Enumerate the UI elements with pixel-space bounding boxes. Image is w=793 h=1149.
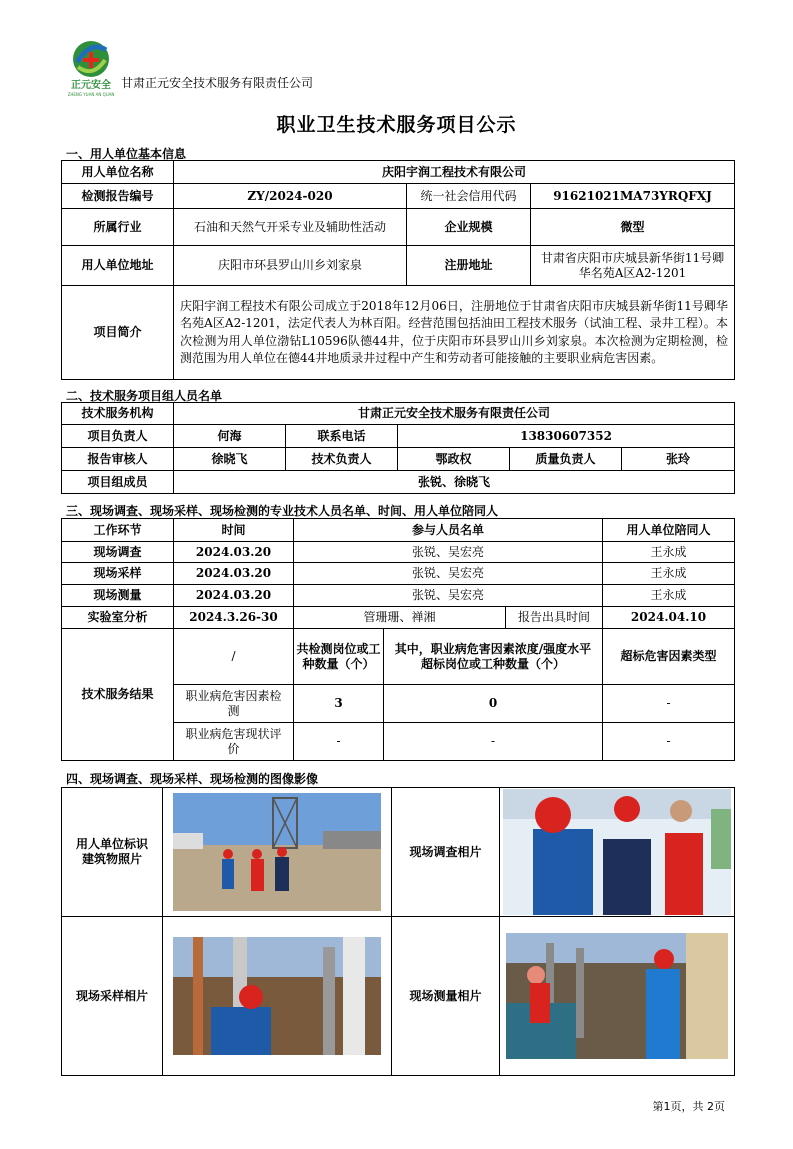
people: 张锐、吴宏亮	[294, 542, 603, 563]
col-header-time: 时间	[174, 519, 294, 542]
label-unit-address: 用人单位地址	[62, 246, 174, 286]
section-1-heading: 一、用人单位基本信息	[66, 147, 187, 161]
escort: 王永成	[603, 542, 735, 563]
lab-time: 2024.3.26-30	[174, 607, 294, 629]
label-org: 技术服务机构	[62, 403, 174, 425]
value-report-no: ZY/2024-020	[174, 184, 407, 209]
section-4-heading: 四、现场调查、现场采样、现场检测的图像影像	[66, 772, 319, 786]
measure-photo	[500, 917, 735, 1076]
value-leader: 何海	[174, 425, 286, 448]
results-label: 技术服务结果	[62, 629, 174, 761]
results-row2-total: -	[294, 723, 384, 761]
col-header-stage: 工作环节	[62, 519, 174, 542]
label-members: 项目组成员	[62, 471, 174, 494]
value-reg-address: 甘肃省庆阳市庆城县新华街11号卿华名苑A区A2-1201	[531, 246, 735, 286]
value-industry: 石油和天然气开采专业及辅助性活动	[174, 209, 407, 246]
label-industry: 所属行业	[62, 209, 174, 246]
label-reviewer: 报告审核人	[62, 448, 174, 471]
building-photo-image	[173, 793, 381, 911]
building-photo	[163, 788, 392, 917]
label-phone: 联系电话	[286, 425, 398, 448]
value-intro: 庆阳宇润工程技术有限公司成立于2018年12月06日，注册地位于甘肃省庆阳市庆城县新华街11号卿华名苑A区A2-1201，法定代表人为林百阳。经营范围包括油田工程技术服务（试油工程、录井工程）。本次检测为用人单位渤钻L10596队德44井，位于庆阳市环县罗山川乡刘家泉。本次检测为定期检测，检测范围为用人单位在德44井地质录井过程中产生和劳动者可能接触的主要职业病危害因素。	[174, 286, 735, 380]
results-row1-label: 职业病危害因素检测	[174, 685, 294, 723]
results-row2-label: 职业病危害现状评价	[174, 723, 294, 761]
header-total: 共检测岗位或工种数量（个）	[294, 629, 384, 685]
label-measure-photo: 现场测量相片	[392, 917, 500, 1076]
table-row	[62, 542, 735, 563]
survey-photo	[500, 788, 735, 917]
escort: 王永成	[603, 563, 735, 585]
label-leader: 项目负责人	[62, 425, 174, 448]
label-survey-photo: 现场调查相片	[392, 788, 500, 917]
value-org: 甘肃正元安全技术服务有限责任公司	[174, 403, 735, 425]
sampling-photo-image	[173, 937, 381, 1055]
survey-photo-image	[503, 789, 731, 915]
time: 2024.03.20	[174, 585, 294, 607]
people: 张锐、吴宏亮	[294, 563, 603, 585]
label-scale: 企业规模	[407, 209, 531, 246]
table-row	[62, 585, 735, 607]
label-intro: 项目简介	[62, 286, 174, 380]
time: 2024.03.20	[174, 563, 294, 585]
time: 2024.03.20	[174, 542, 294, 563]
col-header-escort: 用人单位陪同人	[603, 519, 735, 542]
escort: 王永成	[603, 585, 735, 607]
report-time-label: 报告出具时间	[506, 607, 603, 629]
svg-text:正元安全: 正元安全	[71, 80, 111, 91]
fieldwork-table	[61, 518, 735, 761]
header-type: 超标危害因素类型	[603, 629, 735, 685]
results-slash: /	[174, 629, 294, 685]
label-tech-lead: 技术负责人	[286, 448, 398, 471]
results-row2-exceed: -	[384, 723, 603, 761]
value-reviewer: 徐晓飞	[174, 448, 286, 471]
results-row2-type: -	[603, 723, 735, 761]
label-unit-name: 用人单位名称	[62, 161, 174, 184]
svg-text:ZHENG YUAN AN QUAN: ZHENG YUAN AN QUAN	[68, 92, 114, 97]
results-row1-exceed: 0	[384, 685, 603, 723]
page-title: 职业卫生技术服务项目公示	[276, 114, 517, 136]
table-row	[62, 563, 735, 585]
stage: 现场调查	[62, 542, 174, 563]
page-number: 第1页，共 2页	[652, 1100, 725, 1113]
basic-info-table	[61, 160, 735, 380]
photos-table	[61, 787, 735, 1076]
stage: 现场测量	[62, 585, 174, 607]
results-row1-type: -	[603, 685, 735, 723]
value-members: 张锐、徐晓飞	[174, 471, 735, 494]
col-header-people: 参与人员名单	[294, 519, 603, 542]
measure-photo-image	[506, 933, 728, 1059]
lab-label: 实验室分析	[62, 607, 174, 629]
letterhead	[64, 38, 744, 97]
label-credit-code: 统一社会信用代码	[407, 184, 531, 209]
value-unit-address: 庆阳市环县罗山川乡刘家泉	[174, 246, 407, 286]
label-quality-lead: 质量负责人	[510, 448, 622, 471]
value-scale: 微型	[531, 209, 735, 246]
value-unit-name: 庆阳宇润工程技术有限公司	[174, 161, 735, 184]
label-report-no: 检测报告编号	[62, 184, 174, 209]
header-exceed: 其中，职业病危害因素浓度/强度水平超标岗位或工种数量（个）	[384, 629, 603, 685]
sampling-photo	[163, 917, 392, 1076]
label-building-photo: 用人单位标识建筑物照片	[62, 788, 163, 917]
stage: 现场采样	[62, 563, 174, 585]
lab-people: 管珊珊、禅湘	[294, 607, 506, 629]
label-reg-address: 注册地址	[407, 246, 531, 286]
value-quality-lead: 张玲	[622, 448, 735, 471]
report-time: 2024.04.10	[603, 607, 735, 629]
team-table	[61, 402, 735, 494]
label-sampling-photo: 现场采样相片	[62, 917, 163, 1076]
section-3-heading: 三、现场调查、现场采样、现场检测的专业技术人员名单、时间、用人单位陪同人	[66, 504, 499, 518]
section-2-heading: 二、技术服务项目组人员名单	[66, 389, 223, 403]
value-phone: 13830607352	[398, 425, 735, 448]
company-name: 甘肃正元安全技术服务有限责任公司	[121, 76, 314, 90]
value-tech-lead: 鄂政权	[398, 448, 510, 471]
people: 张锐、吴宏亮	[294, 585, 603, 607]
value-credit-code: 91621021MA73YRQFXJ	[531, 184, 735, 209]
company-logo	[68, 38, 114, 100]
results-row1-total: 3	[294, 685, 384, 723]
